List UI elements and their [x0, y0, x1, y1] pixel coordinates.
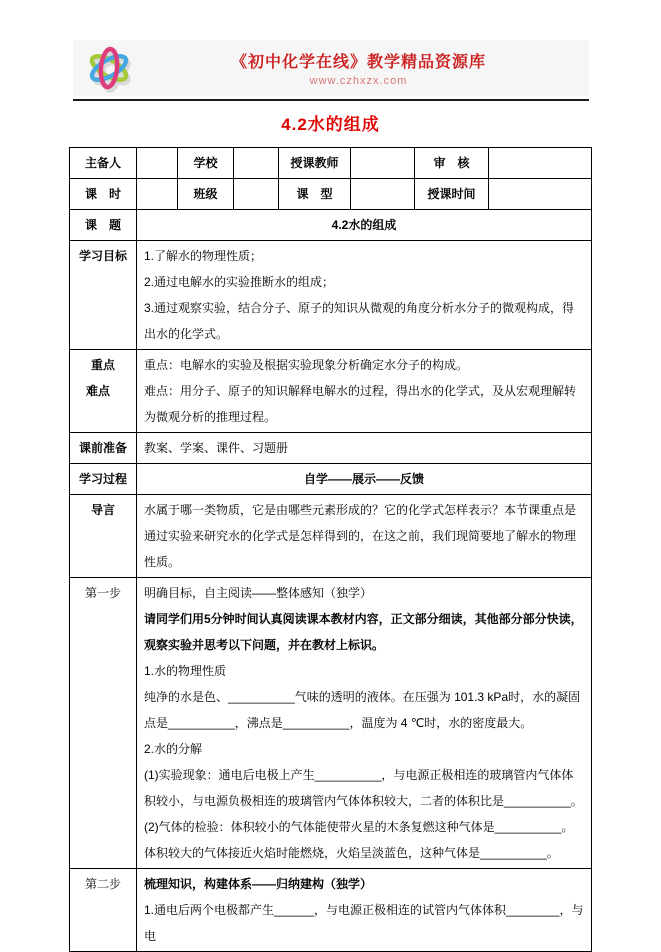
step1-item2-a: (1)实验现象：通电后电极上产生__________，与电源正极相连的玻璃管内气体体积较小，与电源负极相连的玻璃管内气体体积较大，二者的体积比是__________。 — [144, 768, 583, 808]
keypoint-text: 重点：电解水的实验及根据实验现象分析确定水分子的构成。 — [144, 358, 469, 372]
label-intro: 导言 — [70, 495, 137, 578]
step2-line1: 1.通电后两个电极都产生______，与电源正极相连的试管内气体体积________，与电 — [144, 903, 584, 943]
page-title: 4.2水的组成 — [281, 115, 380, 134]
field-teacher-value — [351, 148, 415, 179]
field-school-value — [234, 148, 279, 179]
field-lesson-type-value — [351, 179, 415, 210]
site-header — [73, 40, 589, 101]
step1-item2-c: 体积较大的气体接近火焰时能燃烧，火焰呈淡蓝色，这种气体是__________。 — [144, 846, 559, 860]
label-teacher: 授课教师 — [279, 148, 351, 179]
learning-goals-content — [137, 241, 592, 350]
table-row-keypoints — [70, 350, 592, 433]
label-class-hours: 课 时 — [70, 179, 137, 210]
step2-content — [137, 869, 592, 952]
brand-block — [135, 49, 583, 87]
label-step1: 第一步 — [70, 578, 137, 869]
header-band — [73, 40, 589, 96]
table-row-intro — [70, 495, 592, 578]
step2-title: 梳理知识，构建体系——归纳建构（独学） — [144, 877, 373, 891]
step1-item2-b: (2)气体的检验：体积较小的气体能使带火星的木条复燃这种气体是__________。 — [144, 820, 574, 834]
field-class-value — [234, 179, 279, 210]
label-preparation: 课前准备 — [70, 433, 137, 464]
label-teaching-time: 授课时间 — [415, 179, 489, 210]
keypoints-content — [137, 350, 592, 433]
step1-item1-title: 1.水的物理性质 — [144, 664, 227, 678]
goal-item: 1.了解水的物理性质； — [144, 249, 263, 263]
preparation-content: 教案、学案、课件、习题册 — [137, 433, 592, 464]
table-row-topic — [70, 210, 592, 241]
label-topic: 课 题 — [70, 210, 137, 241]
difficulty-text: 难点：用分子、原子的知识解释电解水的过程，得出水的化学式，及从宏观理解转为微观分析的推理过程。 — [144, 384, 577, 424]
table-row-info-2 — [70, 179, 592, 210]
goal-item: 2.通过电解水的实验推断水的组成； — [144, 275, 335, 289]
step1-content — [137, 578, 592, 869]
label-learning-goals: 学习目标 — [70, 241, 137, 350]
label-class: 班级 — [178, 179, 234, 210]
label-reviewer: 审 核 — [415, 148, 489, 179]
step1-instruction: 请同学们用5分钟时间认真阅读课本教材内容，正文部分细读，其他部分部分快读，观察实验并思考以下问题，并在教材上标识。 — [144, 612, 583, 652]
table-row-info-1 — [70, 148, 592, 179]
label-learning-process: 学习过程 — [70, 464, 137, 495]
learning-process-content: 自学——展示——反馈 — [137, 464, 592, 495]
intro-content: 水属于哪一类物质，它是由哪些元素形成的？它的化学式怎样表示？本节课重点是通过实验来研究水的化学式是怎样得到的，在这之前，我们现简要地了解水的物理性质。 — [137, 495, 592, 578]
goal-item: 3.通过观察实验，结合分子、原子的知识从微观的角度分析水分子的微观构成，得出水的化学式。 — [144, 301, 575, 341]
step1-title: 明确目标，自主阅读——整体感知（独学） — [144, 586, 373, 600]
label-step2: 第二步 — [70, 869, 137, 952]
label-keypoint: 重点 — [90, 358, 115, 372]
label-school: 学校 — [178, 148, 234, 179]
field-reviewer-value — [489, 148, 592, 179]
table-row-process — [70, 464, 592, 495]
table-row-step1 — [70, 578, 592, 869]
step1-item2-title: 2.水的分解 — [144, 742, 203, 756]
field-class-hours-value — [137, 179, 178, 210]
table-row-step2 — [70, 869, 592, 952]
topic-value: 4.2水的组成 — [137, 210, 592, 241]
field-teaching-time-value — [489, 179, 592, 210]
label-keypoints — [70, 350, 137, 433]
lesson-plan-table — [69, 147, 592, 952]
atom-logo-icon — [83, 42, 135, 94]
brand-title: 《初中化学在线》教学精品资源库 — [230, 54, 486, 71]
label-main-preparer: 主备人 — [70, 148, 137, 179]
table-row-preparation — [70, 433, 592, 464]
table-row-goals — [70, 241, 592, 350]
label-lesson-type: 课 型 — [279, 179, 351, 210]
brand-url: www.czhxzx.com — [309, 75, 408, 87]
step1-item1-text: 纯净的水是色、__________气味的透明的液体。在压强为 101.3 kPa时，水的凝固点是__________，沸点是__________，温度为 4 ℃时，水的密度最大。 — [144, 690, 581, 730]
field-main-preparer-value — [137, 148, 178, 179]
label-difficulty: 难点 — [86, 384, 111, 398]
